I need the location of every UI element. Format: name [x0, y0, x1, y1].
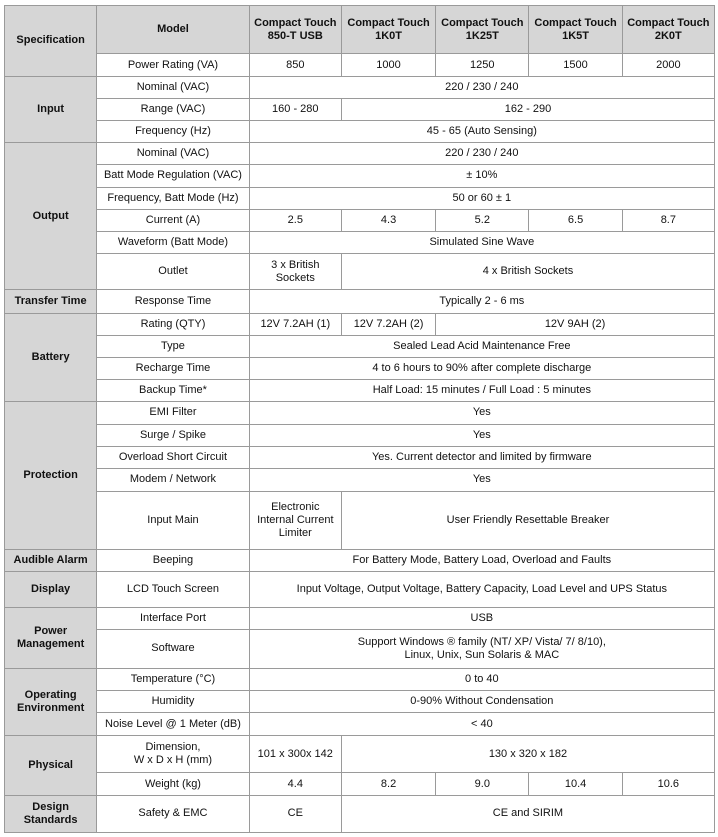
battery-heading: Battery	[5, 313, 97, 402]
input-frequency-row	[5, 120, 715, 142]
output-waveform-row	[5, 231, 715, 253]
weight-3: 9.0	[436, 773, 529, 795]
battery-recharge-value: 4 to 6 hours to 90% after complete discharge	[249, 357, 714, 379]
noise-row	[5, 712, 715, 735]
power-rating-1: 850	[249, 54, 341, 76]
humidity-label: Humidity	[97, 690, 249, 712]
battery-backup-value: Half Load: 15 minutes / Full Load : 5 minutes	[249, 380, 714, 402]
output-waveform-value: Simulated Sine Wave	[249, 231, 714, 253]
protection-emi-value: Yes	[249, 402, 714, 424]
display-value: Input Voltage, Output Voltage, Battery Capacity, Load Level and UPS Status	[249, 571, 714, 607]
power-rating-2: 1000	[341, 54, 435, 76]
output-regulation-row	[5, 165, 715, 187]
input-nominal-label: Nominal (VAC)	[97, 76, 249, 98]
weight-1: 4.4	[249, 773, 341, 795]
weight-5: 10.6	[622, 773, 714, 795]
output-current-row	[5, 209, 715, 231]
transfer-heading: Transfer Time	[5, 290, 97, 313]
battery-backup-row	[5, 380, 715, 402]
model-3-line1: Compact Touch	[441, 16, 524, 29]
output-regulation-value: ± 10%	[249, 165, 714, 187]
alarm-heading: Audible Alarm	[5, 549, 97, 571]
interface-value: USB	[249, 608, 714, 630]
protection-surge-value: Yes	[249, 424, 714, 446]
input-range-label: Range (VAC)	[97, 98, 249, 120]
model-1-line1: Compact Touch	[254, 16, 337, 29]
battery-rating-value-b: 12V 7.2AH (2)	[341, 313, 435, 335]
humidity-row	[5, 690, 715, 712]
transfer-value: Typically 2 - 6 ms	[249, 290, 714, 313]
output-current-label: Current (A)	[97, 209, 249, 231]
battery-backup-label: Backup Time*	[97, 380, 249, 402]
model-heading: Model	[97, 6, 249, 54]
dimension-row	[5, 736, 715, 773]
protection-input-main-label: Input Main	[97, 492, 249, 549]
interface-row	[5, 608, 715, 630]
display-label: LCD Touch Screen	[97, 571, 249, 607]
model-2-line1: Compact Touch	[347, 16, 430, 29]
output-outlet-value-b: 4 x British Sockets	[341, 254, 714, 290]
interface-label: Interface Port	[97, 608, 249, 630]
transfer-label: Response Time	[97, 290, 249, 313]
weight-label: Weight (kg)	[97, 773, 249, 795]
protection-overload-label: Overload Short Circuit	[97, 446, 249, 468]
design-value-b: CE and SIRIM	[341, 795, 714, 832]
weight-4: 10.4	[529, 773, 622, 795]
output-current-5: 8.7	[622, 209, 714, 231]
environment-heading: Operating Environment	[5, 668, 97, 736]
protection-emi-label: EMI Filter	[97, 402, 249, 424]
alarm-value: For Battery Mode, Battery Load, Overload and Faults	[249, 549, 714, 571]
input-range-row	[5, 98, 715, 120]
battery-type-label: Type	[97, 335, 249, 357]
temperature-value: 0 to 40	[249, 668, 714, 690]
output-nominal-row	[5, 143, 715, 165]
model-2-line2: 1K0T	[375, 29, 402, 42]
protection-overload-value: Yes. Current detector and limited by firmware	[249, 446, 714, 468]
software-label: Software	[97, 630, 249, 668]
dimension-label: Dimension, W x D x H (mm)	[97, 736, 249, 773]
protection-modem-value: Yes	[249, 468, 714, 491]
model-5-line1: Compact Touch	[627, 16, 710, 29]
output-frequency-row	[5, 187, 715, 209]
output-regulation-label: Batt Mode Regulation (VAC)	[97, 165, 249, 187]
software-value: Support Windows ® family (NT/ XP/ Vista/ 7/ 8/10), Linux, Unix, Sun Solaris & MAC	[249, 630, 714, 668]
spec-table	[4, 5, 715, 833]
model-3-line2: 1K25T	[465, 29, 499, 42]
input-frequency-label: Frequency (Hz)	[97, 120, 249, 142]
output-current-1: 2.5	[249, 209, 341, 231]
input-nominal-row	[5, 76, 715, 98]
model-col-4	[529, 6, 622, 54]
protection-emi-row	[5, 402, 715, 424]
protection-modem-label: Modem / Network	[97, 468, 249, 491]
header-row	[5, 6, 715, 54]
model-5-line2: 2K0T	[654, 29, 682, 42]
software-row	[5, 630, 715, 668]
alarm-row	[5, 549, 715, 571]
protection-overload-row	[5, 446, 715, 468]
protection-input-main-value-b: User Friendly Resettable Breaker	[341, 492, 714, 549]
battery-type-row	[5, 335, 715, 357]
battery-rating-value-a: 12V 7.2AH (1)	[249, 313, 341, 335]
model-col-2	[341, 6, 435, 54]
input-range-value-b: 162 - 290	[341, 98, 714, 120]
model-1-line2: 850-T USB	[267, 29, 323, 42]
design-value-a: CE	[249, 795, 341, 832]
output-frequency-label: Frequency, Batt Mode (Hz)	[97, 187, 249, 209]
weight-row	[5, 773, 715, 795]
output-outlet-label: Outlet	[97, 254, 249, 290]
power-rating-5: 2000	[622, 54, 714, 76]
specification-heading: Specification	[5, 6, 97, 77]
battery-rating-row	[5, 313, 715, 335]
temperature-label: Temperature (°C)	[97, 668, 249, 690]
alarm-label: Beeping	[97, 549, 249, 571]
dimension-value-a: 101 x 300x 142	[249, 736, 341, 773]
input-heading: Input	[5, 76, 97, 143]
battery-rating-label: Rating (QTY)	[97, 313, 249, 335]
input-nominal-value: 220 / 230 / 240	[249, 76, 714, 98]
power-rating-3: 1250	[436, 54, 529, 76]
humidity-value: 0-90% Without Condensation	[249, 690, 714, 712]
noise-value: < 40	[249, 712, 714, 735]
power-rating-4: 1500	[529, 54, 622, 76]
model-col-3	[436, 6, 529, 54]
protection-surge-row	[5, 424, 715, 446]
battery-recharge-row	[5, 357, 715, 379]
output-outlet-row	[5, 254, 715, 290]
design-heading: Design Standards	[5, 795, 97, 832]
weight-2: 8.2	[341, 773, 435, 795]
protection-input-main-value-a: Electronic Internal Current Limiter	[249, 492, 341, 549]
design-label: Safety & EMC	[97, 795, 249, 832]
dimension-value-b: 130 x 320 x 182	[341, 736, 714, 773]
input-frequency-value: 45 - 65 (Auto Sensing)	[249, 120, 714, 142]
output-current-2: 4.3	[341, 209, 435, 231]
input-range-value-a: 160 - 280	[249, 98, 341, 120]
display-heading: Display	[5, 571, 97, 607]
output-nominal-value: 220 / 230 / 240	[249, 143, 714, 165]
display-row	[5, 571, 715, 607]
output-current-4: 6.5	[529, 209, 622, 231]
transfer-row	[5, 290, 715, 313]
protection-input-main-row	[5, 492, 715, 549]
protection-modem-row	[5, 468, 715, 491]
battery-type-value: Sealed Lead Acid Maintenance Free	[249, 335, 714, 357]
power-rating-row	[5, 54, 715, 76]
model-col-1	[249, 6, 341, 54]
battery-recharge-label: Recharge Time	[97, 357, 249, 379]
model-4-line2: 1K5T	[562, 29, 589, 42]
battery-rating-value-c: 12V 9AH (2)	[436, 313, 715, 335]
protection-heading: Protection	[5, 402, 97, 549]
model-4-line1: Compact Touch	[534, 16, 617, 29]
output-waveform-label: Waveform (Batt Mode)	[97, 231, 249, 253]
design-row	[5, 795, 715, 832]
temperature-row	[5, 668, 715, 690]
output-outlet-value-a: 3 x British Sockets	[249, 254, 341, 290]
noise-label: Noise Level @ 1 Meter (dB)	[97, 712, 249, 735]
protection-surge-label: Surge / Spike	[97, 424, 249, 446]
output-nominal-label: Nominal (VAC)	[97, 143, 249, 165]
output-current-3: 5.2	[436, 209, 529, 231]
output-frequency-value: 50 or 60 ± 1	[249, 187, 714, 209]
output-heading: Output	[5, 143, 97, 290]
physical-heading: Physical	[5, 736, 97, 796]
model-col-5	[622, 6, 714, 54]
power-rating-label: Power Rating (VA)	[97, 54, 249, 76]
power-management-heading: Power Management	[5, 608, 97, 669]
